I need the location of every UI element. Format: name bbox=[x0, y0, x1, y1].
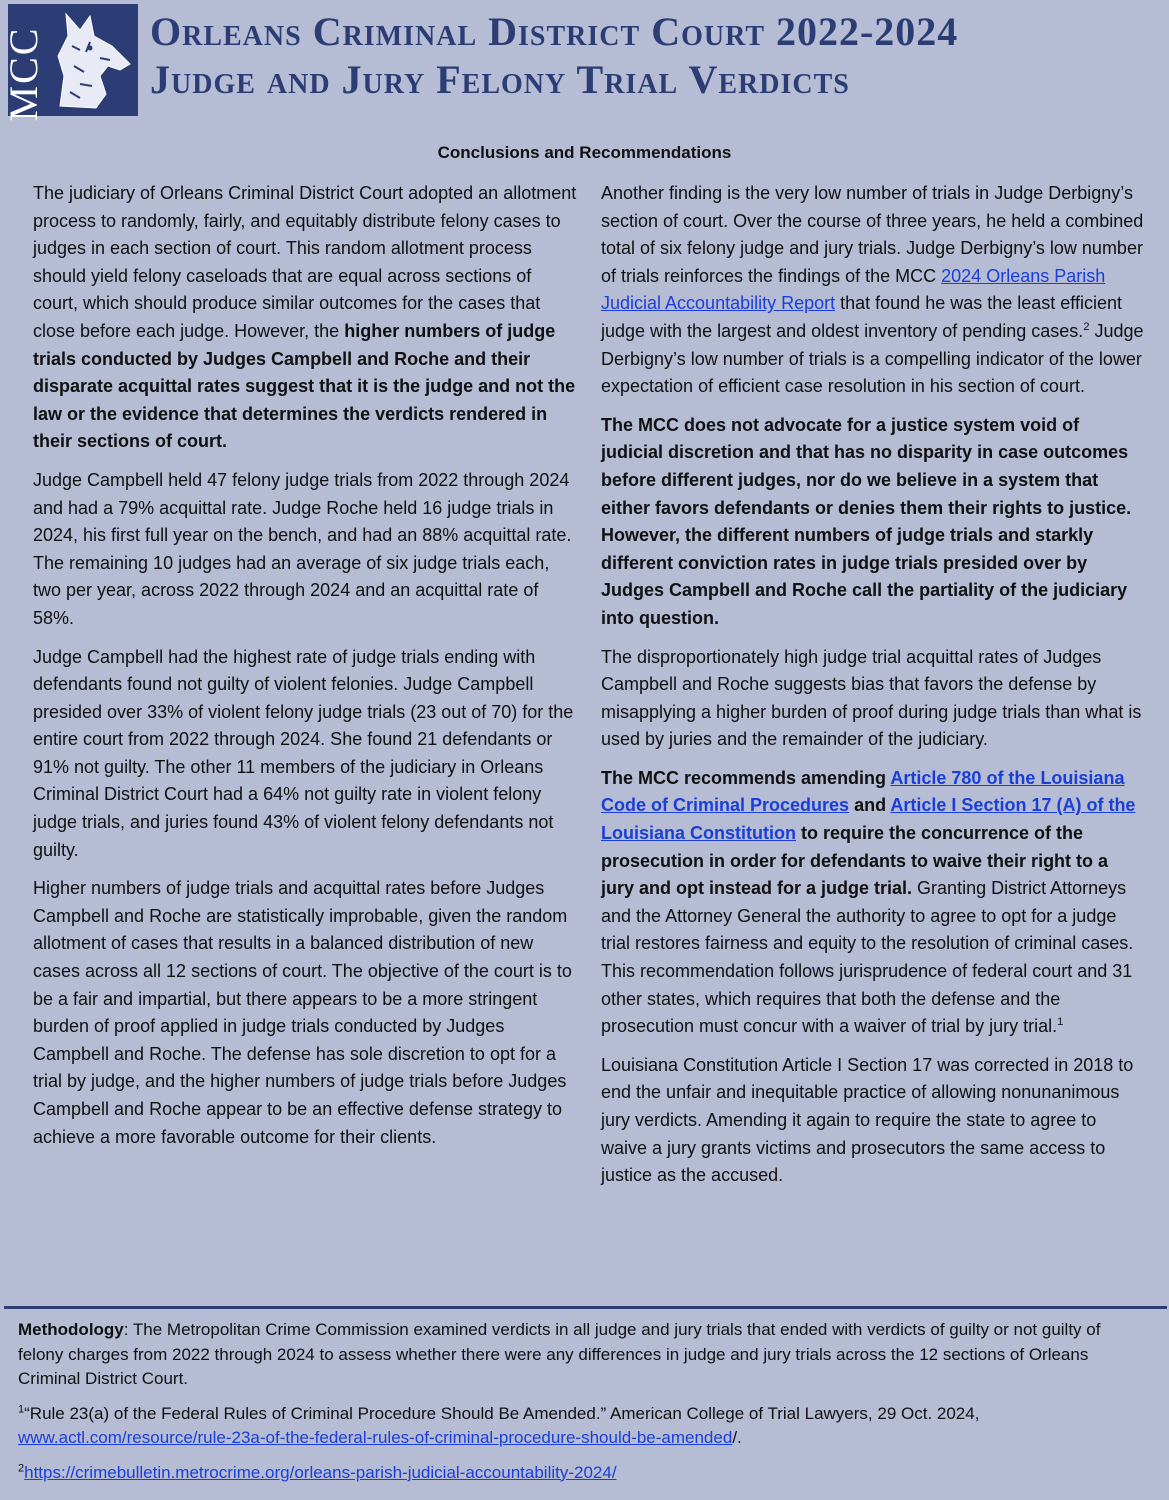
actl-link[interactable]: www.actl.com/resource/rule-23a-of-the-federal-rules-of-criminal-procedure-should-be-amended bbox=[18, 1428, 733, 1447]
right-paragraph-5: Louisiana Constitution Article I Section 17 was corrected in 2018 to end the unfair and inequitable practice of allowing nonunanimous jury verdicts. Amending it again to require the state to agree to waive a jury grants victims and prosecutors the same access to justice as the accused. bbox=[601, 1054, 1134, 1186]
title-line-1: Orleans Criminal District Court 2022-2024 bbox=[150, 9, 959, 54]
article-i-section-17-link[interactable]: Article I Section 17 (A) of the Louisiana Constitution bbox=[601, 795, 1136, 844]
methodology: Methodology: The Metropolitan Crime Commission examined verdicts in all judge and jury trials that ended with verdicts of guilty or not guilty of felony charges from 2022 through 2024 to assess whether there were any differences in judge and jury trials across the 12 sections of Orleans Criminal District Court. bbox=[18, 1320, 1101, 1388]
logo-text: MCC bbox=[1, 26, 46, 122]
section-title: Conclusions and Recommendations bbox=[437, 143, 732, 162]
title-line-2: Judge and Jury Felony Trial Verdicts bbox=[150, 57, 850, 102]
article-780-link[interactable]: Article 780 of the Louisiana Code of Criminal Procedures bbox=[601, 767, 1125, 816]
page-header bbox=[0, 0, 1169, 122]
accountability-report-link[interactable]: 2024 Orleans Parish Judicial Accountability Report bbox=[601, 265, 1106, 314]
footnote-ref-2: 2 bbox=[1083, 320, 1090, 333]
left-column bbox=[33, 180, 578, 1162]
page-title bbox=[150, 8, 958, 104]
right-paragraph-4: The MCC recommends amending Article 780 of the Louisiana Code of Criminal Procedures and Article I Section 17 (A) of the Louisiana Constitution to require the concurrence of the prosecution in order for defendants to waive their right to a jury and opt instead for a judge trial. Granting District Attorneys and the Attorney General the authority to agree to opt for a judge trial restores fairness and equity to the resolution of criminal cases. This recommendation follows jurisprudence of federal court and 31 other states, which requires that both the defense and the prosecution must concur with a waiver of trial by jury trial.$^1$ bbox=[601, 767, 1136, 1037]
right-paragraph-1: Another finding is the very low number of trials in Judge Derbigny’s section of court. Over the course of three years, he held a combined total of six felony judge and jury trials. Judge Derbigny’s low number of trials reinforces the findings of the MCC 2024 Orleans Parish Judicial Accountability Report that found he was the least efficient judge with the largest and oldest inventory of pending cases.$^2$ Judge Derbigny’s low number of trials is a compelling indicator of the lower expectation of efficient case resolution in his section of court. bbox=[601, 183, 1144, 397]
footer bbox=[18, 1318, 1148, 1495]
left-paragraph-1: The judiciary of Orleans Criminal District Court adopted an allotment process to randomly, fairly, and equitably distribute felony cases to judges in each section of court. This random allotment process should yield felony caseloads that are equal across sections of court, which should produce similar outcomes for the cases that close before each judge. However, the higher numbers of judge trials conducted by Judges Campbell and Roche and their disparate acquittal rates suggest that it is the judge and not the law or the evidence that determines the verdicts rendered in their sections of court. bbox=[33, 183, 577, 452]
footer-divider bbox=[4, 1306, 1167, 1309]
right-paragraph-3: The disproportionately high judge trial acquittal rates of Judges Campbell and Roche suggests bias that favors the defense by misapplying a higher burden of proof during judge trials than what is used by juries and the remainder of the judiciary. bbox=[601, 646, 1142, 750]
right-paragraph-2: The MCC does not advocate for a justice system void of judicial discretion and that has no disparity in case outcomes before different judges, nor do we believe in a system that either favors defendants or denies them their rights to justice. However, the different numbers of judge trials and starkly different conviction rates in judge trials presided over by Judges Campbell and Roche call the partiality of the judiciary into question. bbox=[601, 414, 1132, 628]
right-column bbox=[601, 180, 1146, 1201]
footnote-2: $^2$https://crimebulletin.metrocrime.org/orleans-parish-judicial-accountability-2024/ bbox=[18, 1461, 617, 1482]
left-paragraph-4: Higher numbers of judge trials and acquittal rates before Judges Campbell and Roche are statistically improbable, given the random allotment of cases that results in a balanced distribution of new cases across all 12 sections of court. The objective of the court is to be a fair and impartial, but there appears to be a more stringent burden of proof applied in judge trials conducted by Judges Campbell and Roche. The defense has sole discretion to opt for a trial by judge, and the higher numbers of judge trials before Judges Campbell and Roche appear to be an effective defense strategy to achieve a more favorable outcome for their clients. bbox=[33, 878, 572, 1147]
wolf-logo-icon bbox=[50, 6, 138, 114]
left-paragraph-2: Judge Campbell held 47 felony judge trials from 2022 through 2024 and had a 79% acquittal rate. Judge Roche held 16 judge trials in 2024, his first full year on the bench, and had an 88% acquittal rate. The remaining 10 judges had an average of six judge trials each, two per year, across 2022 through 2024 and an acquittal rate of 58%. bbox=[33, 469, 572, 628]
mcc-logo bbox=[1, 4, 138, 122]
crimebulletin-link[interactable]: https://crimebulletin.metrocrime.org/orleans-parish-judicial-accountability-2024/ bbox=[24, 1462, 617, 1482]
left-paragraph-3: Judge Campbell had the highest rate of judge trials ending with defendants found not guilty of violent felonies. Judge Campbell presided over 33% of violent felony judge trials (23 out of 70) for the entire court from 2022 through 2024. She found 21 defendants or 91% not guilty. The other 11 members of the judiciary in Orleans Criminal District Court had a 64% not guilty rate in violent felony judge trials, and juries found 43% of violent felony defendants not guilty. bbox=[33, 646, 574, 860]
footnote-1: $^1$“Rule 23(a) of the Federal Rules of Criminal Procedure Should Be Amended.” American College of Trial Lawyers, 29 Oct. 2024, www.actl.com/resource/rule-23a-of-the-federal-rules-of-criminal-procedure-should-be-amended/. bbox=[18, 1402, 980, 1447]
footnote-ref-1: 1 bbox=[1057, 1016, 1064, 1029]
